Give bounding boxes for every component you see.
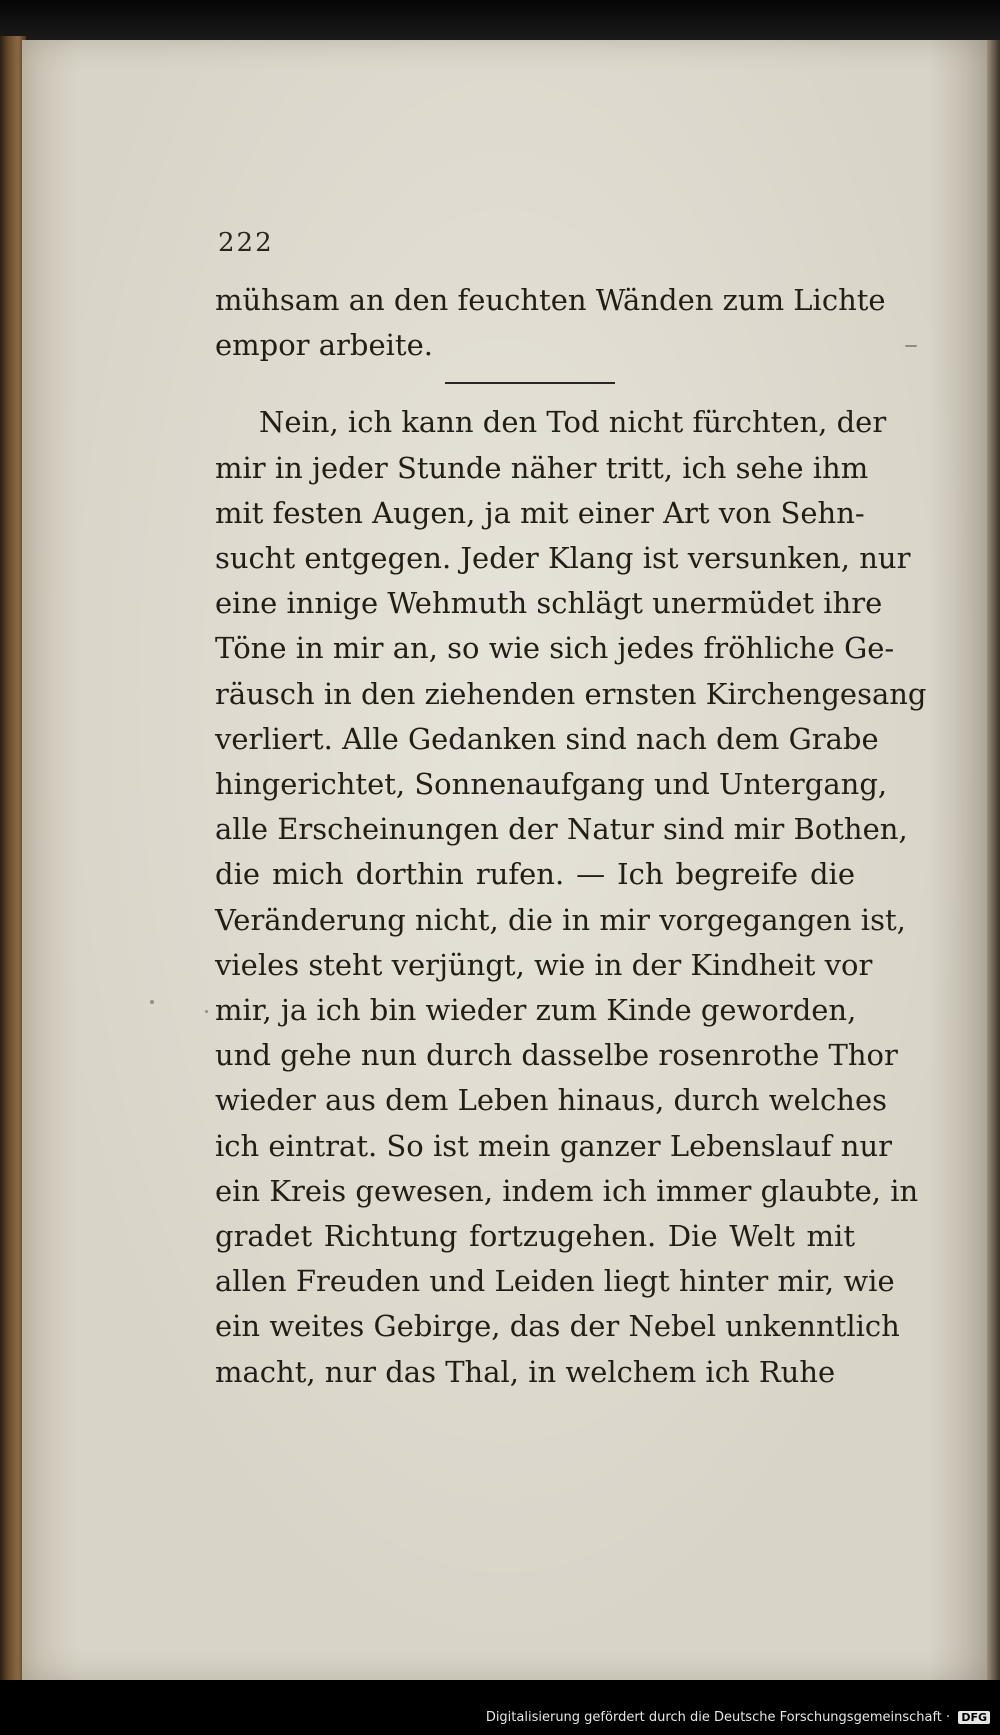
- text-line: mir in jeder Stunde näher tritt, ich sehe ihm: [215, 450, 869, 485]
- paper-speck: [205, 1010, 208, 1013]
- text-line: räusch in den ziehenden ernsten Kirchengesang: [215, 676, 927, 711]
- text-line: hingerichtet, Sonnenaufgang und Untergang,: [215, 767, 888, 802]
- paragraph-continuation: [215, 278, 886, 368]
- text-line: ein Kreis gewesen, indem ich immer glaubte, in: [215, 1173, 919, 1208]
- text-line: mühsam an den feuchten Wänden zum Lichte: [215, 283, 886, 317]
- text-line: allen Freuden und Leiden liegt hinter mir, wie: [215, 1264, 895, 1299]
- text-line: mit festen Augen, ja mit einer Art von Sehn-: [215, 495, 865, 530]
- text-line: alle Erscheinungen der Natur sind mir Bothen,: [215, 812, 908, 847]
- page-text: [215, 278, 927, 1395]
- page-number: 222: [218, 228, 274, 258]
- text-line: Töne in mir an, so wie sich jedes fröhliche Ge-: [215, 631, 895, 666]
- paragraph: [215, 400, 927, 1394]
- text-line: macht, nur das Thal, in welchem ich Ruhe: [215, 1354, 836, 1389]
- text-line: mir, ja ich bin wieder zum Kinde geworden,: [215, 993, 857, 1028]
- digitization-credit: [486, 1710, 990, 1725]
- text-line: und gehe nun durch dasselbe rosenrothe Thor: [215, 1038, 898, 1073]
- section-divider: [445, 382, 615, 384]
- text-line: vieles steht verjüngt, wie in der Kindheit vor: [215, 947, 873, 982]
- text-line: verliert. Alle Gedanken sind nach dem Grabe: [215, 721, 879, 756]
- page-right-edge: [987, 40, 1000, 1680]
- text-line: empor arbeite.: [215, 328, 433, 363]
- text-line: Veränderung nicht, die in mir vorgegangen ist,: [215, 902, 906, 937]
- paper-speck: [150, 1000, 154, 1004]
- text-line: eine innige Wehmuth schlägt unermüdet ihre: [215, 586, 883, 621]
- dfg-logo: DFG: [958, 1711, 990, 1724]
- credit-text: Digitalisierung gefördert durch die Deutsche Forschungsgemeinschaft ·: [485, 1710, 951, 1725]
- text-line: wieder aus dem Leben hinaus, durch welches: [215, 1083, 887, 1118]
- paper-speck: [905, 345, 917, 347]
- scanner-bottom-edge: [0, 1680, 1000, 1735]
- text-line: die mich dorthin rufen. — Ich begreife die: [215, 857, 855, 892]
- text-line: ein weites Gebirge, das der Nebel unkenntlich: [215, 1309, 900, 1344]
- text-line: ich eintrat. So ist mein ganzer Lebenslauf nur: [215, 1128, 892, 1163]
- text-line: sucht entgegen. Jeder Klang ist versunken, nur: [215, 541, 911, 576]
- text-line: gradet Richtung fortzugehen. Die Welt mit: [215, 1219, 855, 1254]
- scanner-top-edge: [0, 0, 1000, 40]
- text-line: Nein, ich kann den Tod nicht fürchten, der: [259, 405, 887, 440]
